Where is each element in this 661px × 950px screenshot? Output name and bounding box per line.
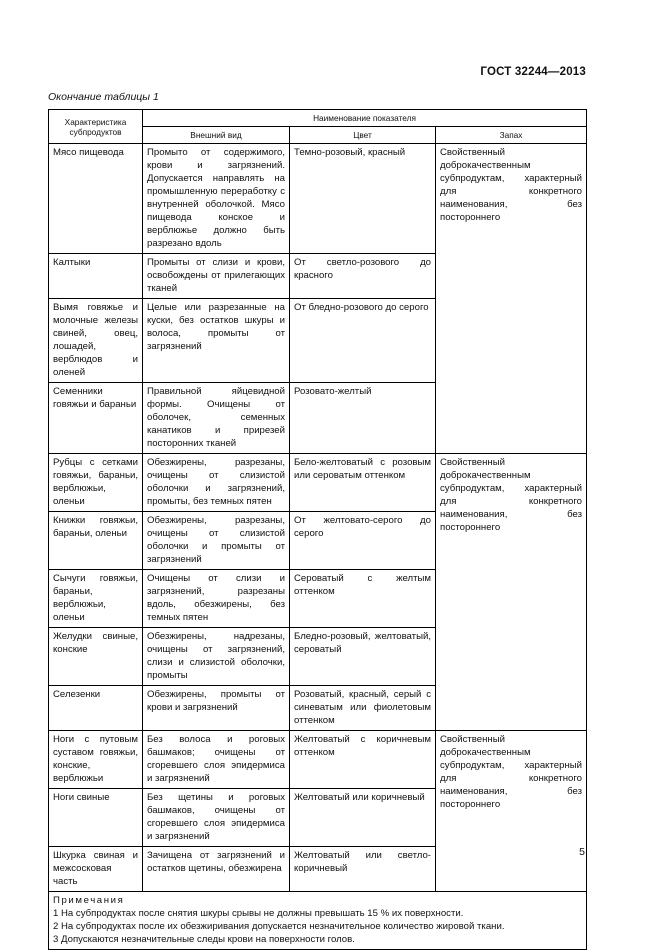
row-color: Розоватый, красный, серый с синеватым или фиолетовым оттенком	[290, 686, 436, 731]
row-appearance: Целые или разрезанные на куски, без остатков шкуры и волоса, промыты от загрязнений	[143, 299, 290, 383]
header-indicator-name: Наименование показателя	[143, 110, 587, 127]
row-appearance: Очищены от слизи и загрязнений, разрезаны вдоль, обезжирены, без темных пятен	[143, 570, 290, 628]
row-color: Темно-розовый, красный	[290, 144, 436, 254]
row-appearance: Без щетины и роговых башмаков, очищены от сгоревшего слоя эпидермиса и загрязнений	[143, 789, 290, 847]
row-name: Ноги свиные	[49, 789, 143, 847]
note-item: 1 На субпродуктах после снятия шкуры срывы не должны превышать 15 % их поверхности.	[53, 908, 464, 919]
table-caption: Окончание таблицы 1	[48, 91, 159, 103]
row-color: От светло-розового до красного	[290, 254, 436, 299]
standard-code: ГОСТ 32244—2013	[480, 66, 586, 78]
row-name: Семенники говяжьи и бараньи	[49, 383, 143, 454]
header-smell: Запах	[436, 127, 587, 144]
row-color: Бледно-розовый, желтоватый, сероватый	[290, 628, 436, 686]
notes-row	[49, 892, 587, 950]
row-color: Бело-желтоватый с розовым или сероватым оттенком	[290, 454, 436, 512]
row-appearance: Без волоса и роговых башмаков; очищены от сгоревшего слоя эпидермиса и загрязнений	[143, 731, 290, 789]
row-smell-group-2: Свойственный доброкачественным субпродуктам, характерный для конкретного наименования, без постороннего	[436, 454, 587, 731]
row-color: Розовато-желтый	[290, 383, 436, 454]
row-color: От бледно-розового до серого	[290, 299, 436, 383]
row-name: Селезенки	[49, 686, 143, 731]
row-name: Сычуги говяжьи, бараньи, верблюжьи, оленьи	[49, 570, 143, 628]
header-characteristic: Характеристика субпродуктов	[49, 110, 143, 144]
row-name: Шкурка свиная и межсосковая часть	[49, 847, 143, 892]
row-name: Ноги с путовым суставом говяжьи, конские, верблюжьи	[49, 731, 143, 789]
table-row	[49, 144, 587, 254]
row-smell-group-1: Свойственный доброкачественным субпродуктам, характерный для конкретного наименования, без постороннего	[436, 144, 587, 454]
header-row-top	[49, 110, 587, 127]
row-name: Мясо пищевода	[49, 144, 143, 254]
row-color: Сероватый с желтым оттенком	[290, 570, 436, 628]
row-smell-group-3: Свойственный доброкачественным субпродуктам, характерный для конкретного наименования, без постороннего	[436, 731, 587, 892]
row-color: От желтовато-серого до серого	[290, 512, 436, 570]
header-color: Цвет	[290, 127, 436, 144]
row-appearance: Промыты от слизи и крови, освобождены от прилегающих тканей	[143, 254, 290, 299]
row-appearance: Обезжирены, промыты от крови и загрязнений	[143, 686, 290, 731]
table-row	[49, 731, 587, 789]
row-color: Желтоватый или светло-коричневый	[290, 847, 436, 892]
row-appearance: Обезжирены, разрезаны, очищены от слизистой оболочки и промыты от загрязнений	[143, 512, 290, 570]
table-row	[49, 454, 587, 512]
note-item: 3 Допускаются незначительные следы крови на поверхности голов.	[53, 934, 355, 945]
row-name: Книжки говяжьи, бараньи, оленьи	[49, 512, 143, 570]
row-name: Желудки свиные, конские	[49, 628, 143, 686]
row-name: Калтыки	[49, 254, 143, 299]
notes-heading: Примечания	[53, 895, 125, 906]
row-color: Желтоватый с коричневым оттенком	[290, 731, 436, 789]
row-appearance: Зачищена от загрязнений и остатков щетины, обезжирена	[143, 847, 290, 892]
notes-cell	[49, 892, 587, 950]
row-appearance: Правильной яйцевидной формы. Очищены от оболочек, семенных канатиков и прирезей посторонних тканей	[143, 383, 290, 454]
row-appearance: Промыто от содержимого, крови и загрязнений. Допускается направлять на промышленную переработку с внутренней оболочкой. Мясо пищевода конское и верблюжье должно быть разрезано вдоль	[143, 144, 290, 254]
header-appearance: Внешний вид	[143, 127, 290, 144]
note-item: 2 На субпродуктах после их обезжиривания допускается незначительное количество жировой ткани.	[53, 921, 505, 932]
row-appearance: Обезжирены, разрезаны, очищены от слизистой оболочки и загрязнений, промыты, без темных пятен	[143, 454, 290, 512]
row-appearance: Обезжирены, надрезаны, очищены от загрязнений, слизи и слизистой оболочки, промыты	[143, 628, 290, 686]
row-name: Рубцы с сетками говяжьи, бараньи, верблюжьи, оленьи	[49, 454, 143, 512]
row-name: Вымя говяжье и молочные железы свиней, овец, лошадей, верблюдов и оленей	[49, 299, 143, 383]
offal-quality-table	[48, 109, 587, 950]
page-number: 5	[579, 846, 585, 858]
row-color: Желтоватый или коричневый	[290, 789, 436, 847]
